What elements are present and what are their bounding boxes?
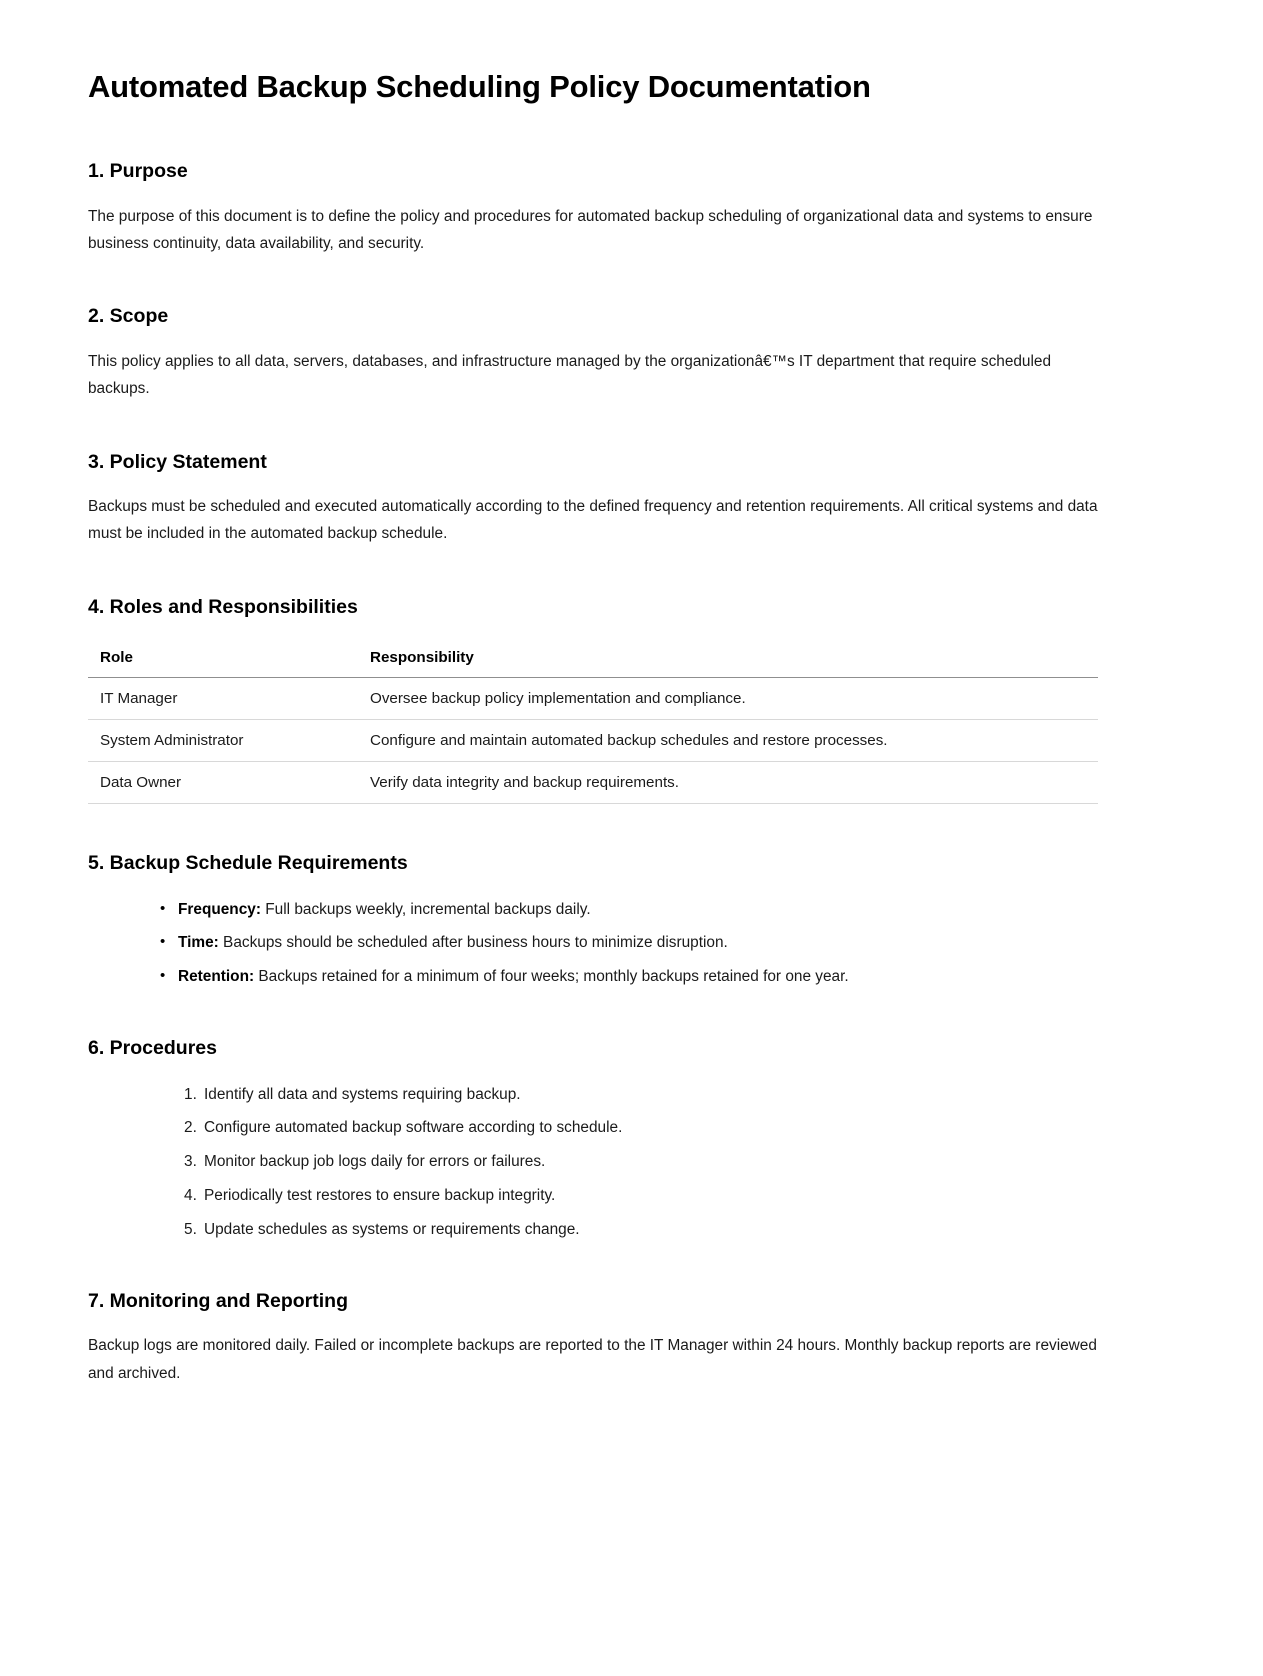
section-heading-scope: 2. Scope [88, 305, 169, 328]
list-item [160, 931, 1175, 955]
list-item-term: Frequency: [178, 900, 261, 918]
section-heading-policy-statement: 3. Policy Statement [88, 450, 267, 473]
list-item-text: Full backups weekly, incremental backups daily. [260, 900, 591, 918]
section-body-scope: This policy applies to all data, servers, databases, and infrastructure managed by the organizationâ€™s IT department that require scheduled backups. [88, 352, 1052, 398]
table-row [88, 678, 1098, 720]
cell-responsibility: Configure and maintain automated backup schedules and restore processes. [358, 720, 1098, 762]
list-item: Identify all data and systems requiring backup. [204, 1085, 521, 1103]
section-heading-backup-schedule-requirements: 5. Backup Schedule Requirements [88, 852, 408, 875]
section-monitoring-reporting [88, 1289, 1175, 1387]
list-item-term: Retention: [178, 968, 255, 986]
table-row [88, 762, 1098, 804]
section-heading-purpose: 1. Purpose [88, 160, 188, 183]
column-header-responsibility: Responsibility [358, 645, 1098, 678]
section-roles-responsibilities [88, 595, 1175, 804]
list-item-text: Backups should be scheduled after business hours to minimize disruption. [218, 934, 728, 952]
list-item: Update schedules as systems or requirements change. [204, 1221, 580, 1239]
section-scope [88, 304, 1175, 402]
section-backup-schedule-requirements [88, 851, 1175, 989]
table-body [88, 678, 1098, 804]
list-item: Periodically test restores to ensure backup integrity. [204, 1187, 556, 1205]
section-body-policy-statement: Backups must be scheduled and executed automatically according to the defined frequency and retention requirements. All critical systems and data must be included in the automated backup schedule. [88, 498, 1098, 543]
cell-role: System Administrator [88, 720, 358, 762]
table-header [88, 645, 1098, 678]
section-heading-monitoring-reporting: 7. Monitoring and Reporting [88, 1289, 348, 1312]
section-heading-roles-responsibilities: 4. Roles and Responsibilities [88, 595, 358, 618]
page-title: Automated Backup Scheduling Policy Documentation [88, 69, 871, 104]
requirements-list [88, 898, 1175, 990]
cell-responsibility: Verify data integrity and backup requirements. [358, 762, 1098, 804]
list-item-term: Time: [178, 934, 219, 952]
table-header-row [88, 645, 1098, 678]
list-item [160, 898, 1175, 922]
section-heading-procedures: 6. Procedures [88, 1037, 217, 1060]
section-policy-statement [88, 450, 1175, 548]
list-item: Monitor backup job logs daily for errors or failures. [204, 1153, 546, 1171]
column-header-role: Role [88, 645, 358, 678]
list-item-text: Backups retained for a minimum of four weeks; monthly backups retained for one year. [254, 968, 849, 986]
cell-responsibility: Oversee backup policy implementation and compliance. [358, 678, 1098, 720]
section-body-monitoring-reporting: Backup logs are monitored daily. Failed or incomplete backups are reported to the IT Manager within 24 hours. Monthly backup reports are reviewed and archived. [88, 1337, 1097, 1382]
procedures-list [88, 1083, 1175, 1242]
list-item: Configure automated backup software according to schedule. [204, 1119, 623, 1137]
cell-role: IT Manager [88, 678, 358, 720]
table-row [88, 720, 1098, 762]
list-item [160, 965, 1175, 989]
section-purpose [88, 159, 1175, 257]
section-body-purpose: The purpose of this document is to define the policy and procedures for automated backup scheduling of organizational data and systems to ensure business continuity, data availability, and security. [88, 207, 1093, 252]
roles-table [88, 645, 1098, 804]
cell-role: Data Owner [88, 762, 358, 804]
section-procedures [88, 1036, 1175, 1242]
